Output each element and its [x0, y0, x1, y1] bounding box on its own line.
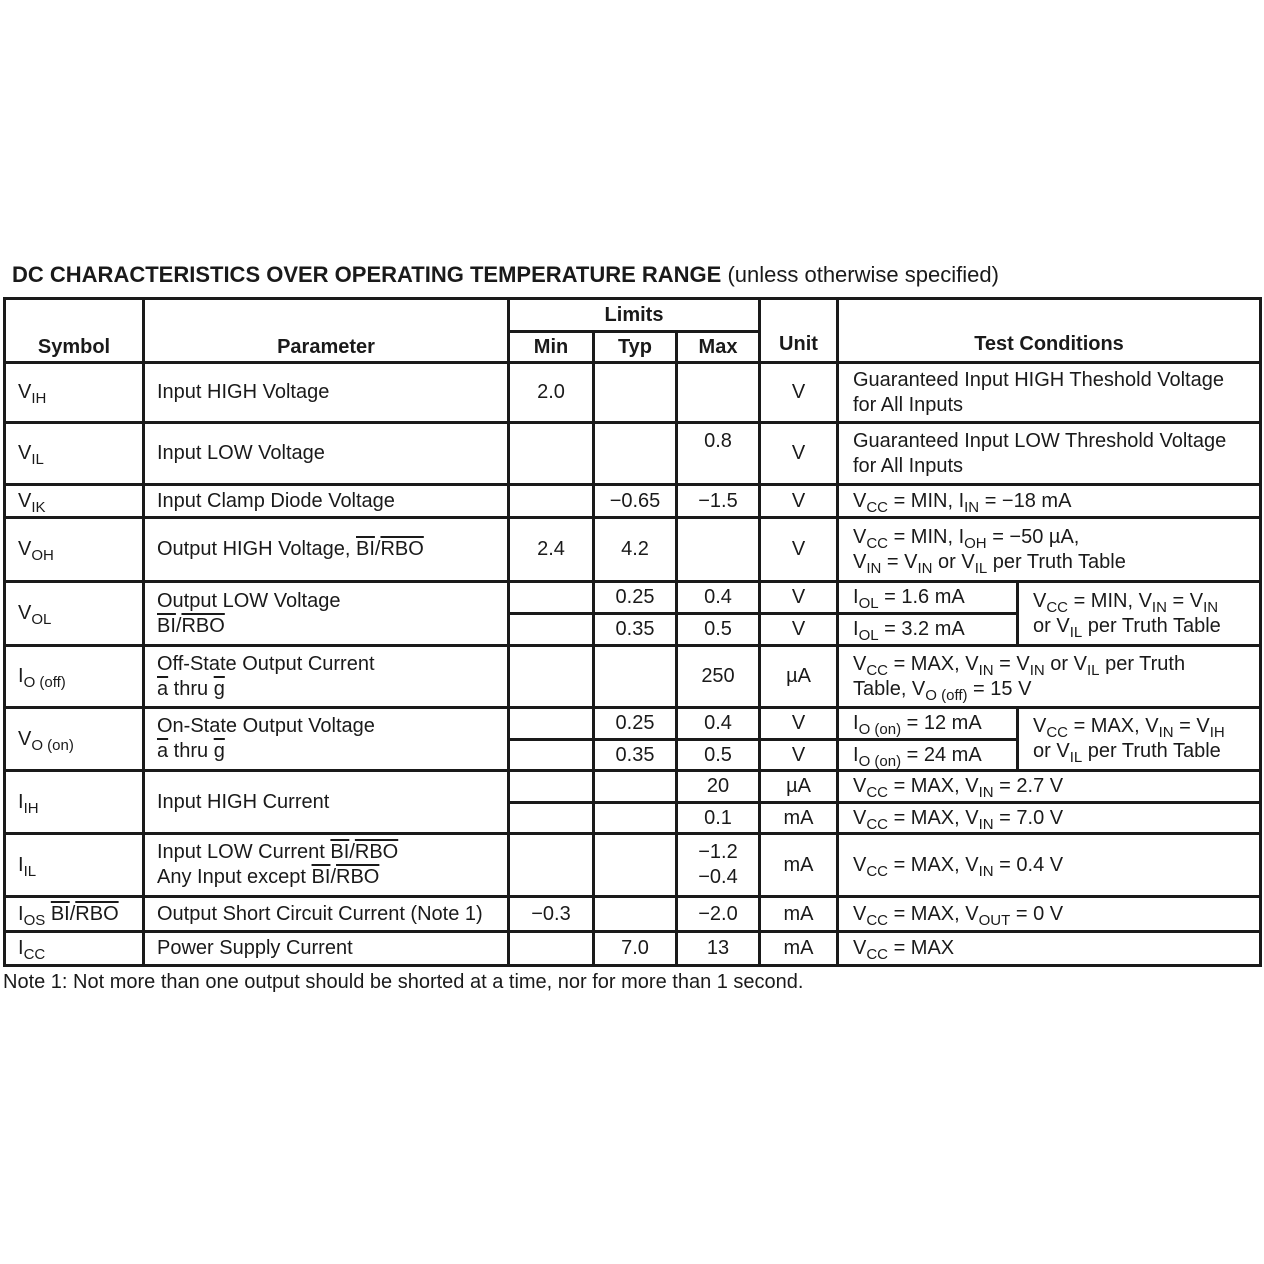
row-condition: $V_{CC}$ = MAX, $V_{IN} = 2.7$ V — [853, 775, 1064, 801]
row-symbol: $I_{CC}$ — [18, 937, 46, 963]
row-symbol: $I_{O (off)}$ — [18, 665, 66, 691]
header-parameter: Parameter — [277, 336, 375, 358]
row-divider — [3, 483, 1262, 486]
row-divider — [3, 930, 1262, 933]
row-symbol: $V_{OL}$ — [18, 602, 52, 628]
row-divider — [3, 964, 1262, 967]
row-unit: V — [791, 490, 806, 512]
row-parameter: Power Supply Current — [157, 937, 353, 959]
row-parameter: Input LOW Voltage — [157, 442, 325, 464]
col-divider-conditions — [836, 297, 839, 967]
table-title — [12, 262, 999, 288]
table-title-qualifier: (unless otherwise specified) — [721, 262, 999, 287]
row-symbol: $V_{IK}$ — [18, 490, 46, 516]
row-max: 0.1 — [704, 807, 732, 829]
row-unit: V — [791, 586, 806, 608]
row-unit: V — [791, 712, 806, 734]
table-title-main: DC CHARACTERISTICS OVER OPERATING TEMPERATURE RANGE — [12, 262, 722, 287]
col-divider-typ — [592, 330, 595, 967]
row-max: 13 — [706, 937, 730, 959]
row-typ: 0.35 — [615, 744, 655, 766]
sub-row-divider — [507, 612, 1019, 615]
row-condition: $I_{O (on)} = 24$ mA — [853, 744, 982, 770]
row-max: 0.8 — [704, 430, 732, 452]
limits-divider — [507, 330, 761, 333]
row-divider — [3, 580, 1262, 583]
row-max: −2.0 — [698, 903, 738, 925]
row-typ: 7.0 — [621, 937, 649, 959]
row-divider — [3, 832, 1262, 835]
row-parameter: Output LOW Voltage $\overline{BI}/\overline{RBO}$ — [157, 590, 341, 637]
row-max: 0.4 — [704, 586, 732, 608]
col-divider-left — [3, 297, 6, 967]
row-condition: $I_{O (on)} = 12$ mA — [853, 712, 982, 738]
row-shared-condition: $V_{CC}$ = MIN, $V_{IN} = V_{IN}$ or $V_{IL}$ per Truth Table — [1033, 590, 1221, 641]
sub-row-divider — [507, 801, 1262, 804]
sub-row-divider — [507, 738, 1019, 741]
header-unit: Unit — [779, 333, 818, 355]
row-condition: $V_{CC}$ = MAX, $V_{IN} = 7.0$ V — [853, 807, 1064, 833]
row-unit: V — [791, 381, 806, 403]
row-symbol: $V_{OH}$ — [18, 538, 54, 564]
row-conditions: $V_{CC}$ = MIN, $I_{OH} = -50$ µA, $V_{IN} = V_{IN}$ or $V_{IL}$ per Truth Table — [853, 526, 1126, 577]
row-parameter: Input Clamp Diode Voltage — [157, 490, 395, 512]
row-parameter: On-State Output Voltage $\overline{a}$ thru $\overline{g}$ — [157, 715, 375, 762]
row-unit: V — [791, 618, 806, 640]
row-unit: mA — [783, 807, 814, 829]
row-max: −1.2 −0.4 — [698, 841, 738, 888]
row-parameter: Output HIGH Voltage, $\overline{BI}/\overline{RBO}$ — [157, 538, 424, 560]
row-condition: $I_{OL} = 3.2$ mA — [853, 618, 965, 644]
row-conditions: $V_{CC}$ = MAX — [853, 937, 955, 963]
table-border-top — [3, 297, 1262, 300]
row-max: 250 — [701, 665, 735, 687]
header-max: Max — [698, 336, 738, 358]
row-max: 0.5 — [704, 618, 732, 640]
row-typ: −0.65 — [609, 490, 661, 512]
row-unit: µA — [786, 665, 811, 687]
dc-characteristics-table — [3, 297, 1262, 967]
row-min: 2.4 — [537, 538, 565, 560]
row-min: 2.0 — [537, 381, 565, 403]
header-test-conditions: Test Conditions — [974, 333, 1124, 355]
row-max: −1.5 — [698, 490, 738, 512]
row-symbol: $I_{IH}$ — [18, 791, 39, 817]
row-conditions: $V_{CC}$ = MIN, $I_{IN} = -18$ mA — [853, 490, 1072, 516]
row-min: −0.3 — [531, 903, 571, 925]
row-parameter: Output Short Circuit Current (Note 1) — [157, 903, 483, 925]
row-parameter: Input HIGH Current — [157, 791, 330, 813]
row-conditions: $V_{CC}$ = MAX, $V_{IN} = V_{IN}$ or $V_{IL}$ per Truth Table, $V_{O (off)} = 15$ V — [853, 653, 1186, 704]
row-conditions: Guaranteed Input LOW Threshold Voltage for All Inputs — [853, 430, 1227, 477]
row-parameter: Input HIGH Voltage — [157, 381, 330, 403]
row-max: 0.5 — [704, 744, 732, 766]
row-parameter: Input LOW Current $\overline{BI}/\overline{RBO}$ Any Input except $\overline{BI}/\overline{RBO}$ — [157, 841, 399, 888]
row-typ: 4.2 — [621, 538, 649, 560]
row-unit: V — [791, 538, 806, 560]
header-min: Min — [533, 336, 569, 358]
row-unit: mA — [783, 937, 814, 959]
row-typ: 0.25 — [615, 712, 655, 734]
row-divider — [3, 421, 1262, 424]
row-divider — [3, 644, 1262, 647]
row-divider — [3, 516, 1262, 519]
row-symbol: $I_{IL}$ — [18, 854, 37, 880]
col-divider-right — [1259, 297, 1262, 967]
row-unit: µA — [786, 775, 811, 797]
row-parameter: Off-State Output Current $\overline{a}$ thru $\overline{g}$ — [157, 653, 375, 700]
row-divider — [3, 706, 1262, 709]
row-conditions: $V_{CC}$ = MAX, $V_{OUT} = 0$ V — [853, 903, 1064, 929]
row-divider — [3, 895, 1262, 898]
header-limits: Limits — [604, 304, 664, 326]
row-divider — [3, 769, 1262, 772]
row-typ: 0.35 — [615, 618, 655, 640]
row-max: 20 — [706, 775, 730, 797]
row-conditions: Guaranteed Input HIGH Theshold Voltage for All Inputs — [853, 369, 1224, 416]
condition-split-divider — [1016, 580, 1019, 647]
row-condition: $I_{OL} = 1.6$ mA — [853, 586, 965, 612]
row-unit: V — [791, 442, 806, 464]
header-symbol: Symbol — [37, 336, 111, 358]
row-symbol: $V_{IH}$ — [18, 381, 47, 407]
row-conditions: $V_{CC}$ = MAX, $V_{IN} = 0.4$ V — [853, 854, 1064, 880]
row-unit: mA — [783, 903, 814, 925]
row-max: 0.4 — [704, 712, 732, 734]
row-symbol: $V_{IL}$ — [18, 442, 44, 468]
row-unit: mA — [783, 854, 814, 876]
row-unit: V — [791, 744, 806, 766]
col-divider-parameter — [142, 297, 145, 967]
row-typ: 0.25 — [615, 586, 655, 608]
footnote: Note 1: Not more than one output should be shorted at a time, nor for more than 1 second. — [3, 971, 804, 993]
header-typ: Typ — [617, 336, 653, 358]
condition-split-divider — [1016, 706, 1019, 772]
row-shared-condition: $V_{CC}$ = MAX, $V_{IN} = V_{IH}$ or $V_{IL}$ per Truth Table — [1033, 715, 1225, 766]
row-divider — [3, 361, 1262, 364]
row-symbol: $I_{OS}$ $\overline{BI}/\overline{RBO}$ — [18, 903, 119, 929]
row-symbol: $V_{O (on)}$ — [18, 728, 74, 754]
